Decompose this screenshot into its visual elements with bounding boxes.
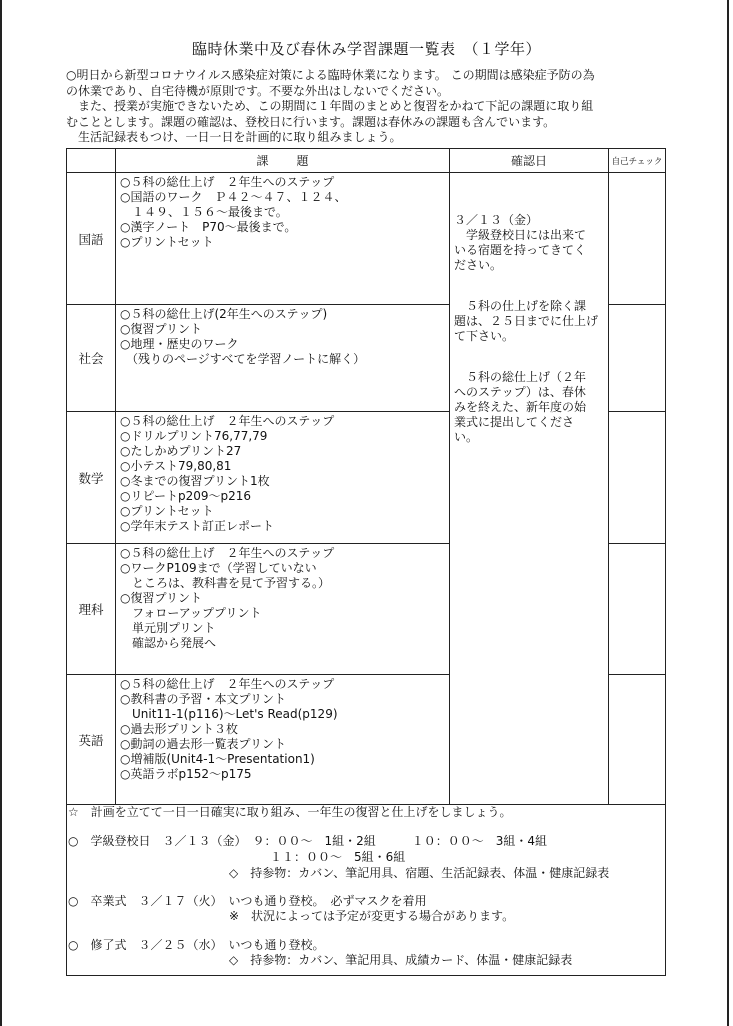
header-confirm-date: 確認日 bbox=[450, 149, 609, 173]
graduation-schedule: ○ 卒業式 ３／１７（火） いつも通り登校。 必ずマスクを着用 bbox=[68, 894, 427, 908]
task-item: （残りのページすべてを学習ノートに解く） bbox=[120, 352, 366, 366]
tasks-science bbox=[116, 544, 450, 675]
task-item: ○動詞の過去形一覧表プリント bbox=[120, 737, 286, 751]
task-item: ○リピートp209～p216 bbox=[120, 489, 252, 503]
task-item: １４９、１５６～最後まで。 bbox=[120, 205, 288, 219]
task-item: ○地理・歴史のワーク bbox=[120, 337, 239, 351]
subject-english: 英語 bbox=[67, 675, 116, 805]
self-check-social[interactable] bbox=[609, 305, 666, 412]
task-item: 確認から発展へ bbox=[120, 636, 217, 650]
header-self-check: 自己チェック bbox=[609, 149, 666, 173]
subject-social: 社会 bbox=[67, 305, 116, 412]
task-item: ところは、教科書を見て予習する。） bbox=[120, 576, 331, 590]
tasks-math bbox=[116, 412, 450, 544]
task-item: ○復習プリント bbox=[120, 591, 202, 605]
intro-line: ○明日から新型コロナウイルス感染症対策による臨時休業になります。 この期間は感染症予防の為 bbox=[66, 68, 595, 82]
tasks-english bbox=[116, 675, 450, 805]
tasks-japanese bbox=[116, 173, 450, 305]
confirm-note-2: ５科の仕上げを除く課 題は、２５日までに仕上げ て下さい。 bbox=[454, 299, 599, 343]
self-check-science[interactable] bbox=[609, 544, 666, 675]
table-header-row bbox=[67, 149, 666, 173]
task-item: 単元別プリント bbox=[120, 621, 216, 635]
task-item: ○学年末テスト訂正レポート bbox=[120, 519, 274, 533]
subject-math: 数学 bbox=[67, 412, 116, 544]
class-day-schedule-cont: １１：００～ 5組・6組 bbox=[270, 850, 406, 864]
task-item: ○たしかめプリント27 bbox=[120, 444, 242, 458]
task-item: ○国語のワーク Ｐ４２～４７、１２４、 bbox=[120, 190, 347, 204]
class-day-schedule: ○ 学級登校日 ３／１３（金） ９：００～ 1組・2組 １０：００～ 3組・4組 bbox=[68, 834, 548, 848]
task-item: ○プリントセット bbox=[120, 504, 214, 518]
intro-line: また、授業が実施できないため、この期間に１年間のまとめと復習をかねて下記の課題に取り組 bbox=[66, 99, 594, 113]
confirm-date-cell bbox=[450, 173, 609, 805]
task-item: ○冬までの復習プリント1枚 bbox=[120, 474, 270, 488]
task-item: ○ワークP109まで（学習していない bbox=[120, 561, 317, 575]
task-item: ○小テスト79,80,81 bbox=[120, 459, 232, 473]
plan-note: ☆ 計画を立てて一日一日確実に取り組み、一年生の復習と仕上げをしましょう。 bbox=[68, 805, 512, 819]
self-check-english[interactable] bbox=[609, 675, 666, 805]
task-item: ○教科書の予習・本文プリント bbox=[120, 692, 286, 706]
tasks-social bbox=[116, 305, 450, 412]
header-subject bbox=[67, 149, 116, 173]
confirm-note-1: ３／１３（金） 学級登校日には出来て いる宿題を持ってきてく ださい。 bbox=[454, 213, 587, 272]
closing-ceremony-schedule: ○ 修了式 ３／２５（水） いつも通り登校。 bbox=[68, 938, 325, 952]
confirm-note-3: ５科の総仕上げ（２年 へのステップ）は、春休 みを終えた、新年度の始 業式に提出してくださ い。 bbox=[454, 370, 587, 444]
self-check-japanese[interactable] bbox=[609, 173, 666, 305]
task-item: ○５科の総仕上げ ２年生へのステップ bbox=[120, 546, 335, 560]
task-item: ○ドリルプリント76,77,79 bbox=[120, 429, 268, 443]
table-row-japanese bbox=[67, 173, 666, 305]
intro-line: むこととします。課題の確認は、登校日に行います。課題は春休みの課題も含んでいます。 bbox=[66, 114, 556, 129]
subject-japanese: 国語 bbox=[67, 173, 116, 305]
class-day-items: ◇ 持参物：カバン、筆記用具、宿題、生活記録表、体温・健康記録表 bbox=[229, 866, 610, 880]
task-item: ○５科の総仕上げ ２年生へのステップ bbox=[120, 175, 335, 189]
closing-ceremony-items: ◇ 持参物：カバン、筆記用具、成績カード、体温・健康記録表 bbox=[229, 953, 573, 967]
self-check-math[interactable] bbox=[609, 412, 666, 544]
task-item: Unit11-1(p116)～Let's Read(p129) bbox=[120, 707, 338, 721]
task-item: ○５科の総仕上げ ２年生へのステップ bbox=[120, 414, 335, 428]
task-item: ○プリントセット bbox=[120, 235, 214, 249]
intro-line: の休業であり、自宅待機が原則です。不要な外出はしないでください。 bbox=[66, 83, 450, 98]
task-item: ○漢字ノート P70～最後まで。 bbox=[120, 220, 297, 234]
task-item: ○復習プリント bbox=[120, 322, 202, 336]
page-left-edge bbox=[0, 0, 2, 1026]
intro-text bbox=[66, 68, 666, 146]
task-item: ○増補版(Unit4-1～Presentation1) bbox=[120, 752, 315, 766]
task-item: ○５科の総仕上げ ２年生へのステップ bbox=[120, 677, 335, 691]
graduation-note: ※ 状況によっては予定が変更する場合があります。 bbox=[229, 909, 515, 923]
page-right-edge bbox=[727, 0, 729, 1026]
intro-line: 生活記録表もつけ、一日一日を計画的に取り組みましょう。 bbox=[66, 130, 402, 144]
task-item: ○過去形プリント３枚 bbox=[120, 722, 238, 736]
header-tasks: 課題 bbox=[116, 149, 450, 173]
task-item: ○５科の総仕上げ(2年生へのステップ) bbox=[120, 307, 328, 321]
task-item: フォローアッププリント bbox=[120, 606, 262, 620]
subject-science: 理科 bbox=[67, 544, 116, 675]
task-item: ○英語ラボp152～p175 bbox=[120, 767, 252, 781]
document-title: 臨時休業中及び春休み学習課題一覧表 （１学年） bbox=[191, 40, 541, 58]
